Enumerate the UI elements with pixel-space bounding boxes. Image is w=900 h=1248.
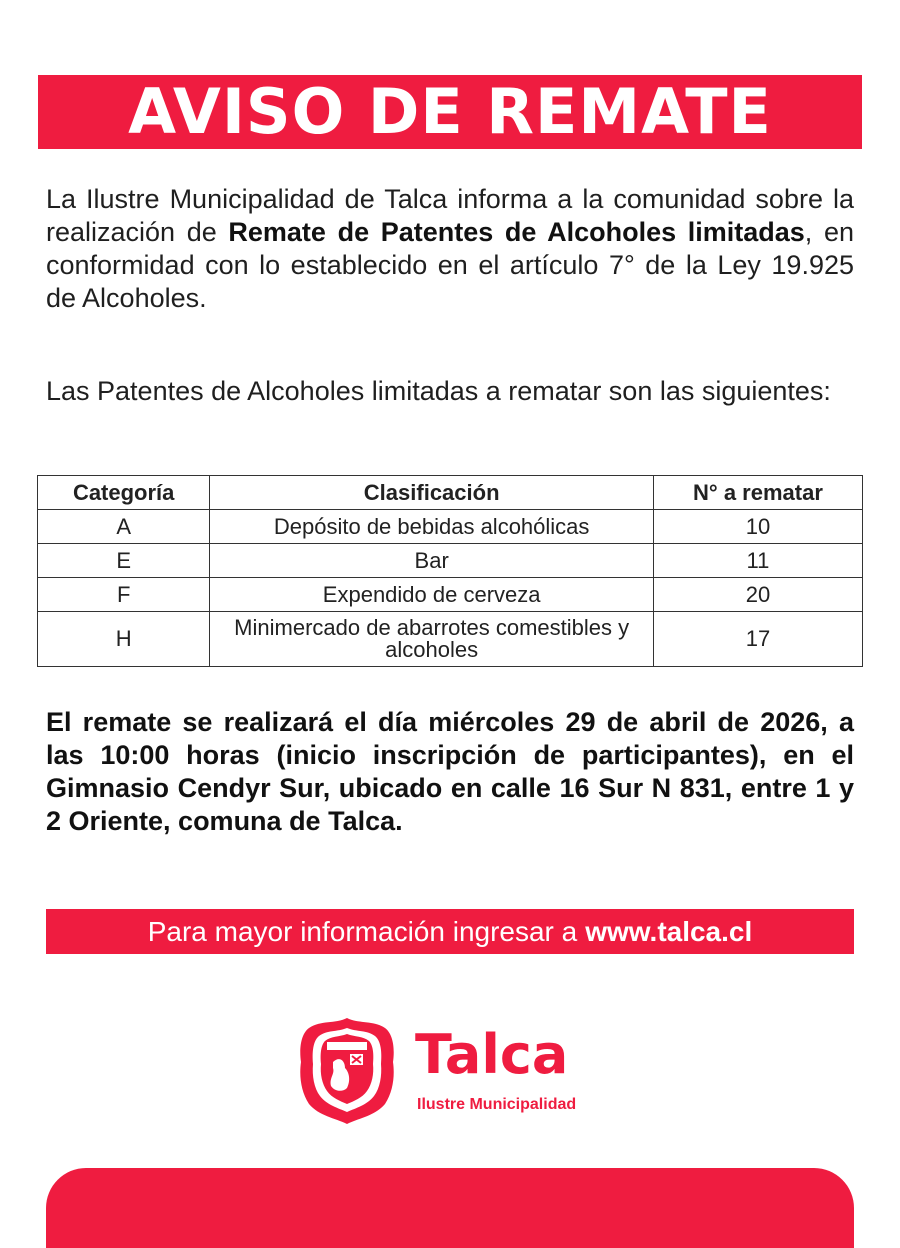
cell-cantidad: 20 [653, 578, 862, 612]
title-banner [38, 75, 862, 149]
cell-cantidad: 10 [653, 510, 862, 544]
list-intro-paragraph: Las Patentes de Alcoholes limitadas a rematar son las siguientes: [46, 376, 831, 406]
cell-categoria: H [38, 612, 210, 667]
table-row [38, 578, 863, 612]
header-clasificacion: Clasificación [210, 476, 654, 510]
header-categoria: Categoría [38, 476, 210, 510]
table-header-row [38, 476, 863, 510]
cell-cantidad: 17 [653, 612, 862, 667]
table-row [38, 612, 863, 667]
patentes-table [37, 475, 863, 667]
cell-cantidad: 11 [653, 544, 862, 578]
cell-categoria: E [38, 544, 210, 578]
intro-text-end: , en conformidad con lo establecido en el artículo 7° de la Ley 19.925 de Alcoholes. [46, 217, 854, 313]
talca-coat-of-arms-icon [295, 1014, 399, 1126]
header-cantidad: N° a rematar [653, 476, 862, 510]
intro-text-start: La Ilustre Municipalidad de Talca informa a la comunidad sobre la realización de [46, 184, 854, 247]
cell-clasificacion: Depósito de bebidas alcohólicas [210, 510, 654, 544]
municipality-logo [295, 1014, 615, 1126]
cell-clasificacion: Expendido de cerveza [210, 578, 654, 612]
cell-clasificacion: Minimercado de abarrotes comestibles y alcoholes [210, 612, 654, 667]
table-row [38, 510, 863, 544]
cell-categoria: A [38, 510, 210, 544]
logo-subtitle: Ilustre Municipalidad [417, 1096, 577, 1113]
page-title: AVISO DE REMATE [128, 75, 772, 148]
info-text: Para mayor información ingresar a [147, 915, 578, 947]
info-banner [46, 909, 854, 954]
cell-categoria: F [38, 578, 210, 612]
footer-band [46, 1168, 854, 1248]
intro-text-bold: Remate de Patentes de Alcoholes limitadas [228, 217, 805, 247]
logo-name: Talca [415, 1023, 569, 1086]
intro-paragraph [46, 183, 854, 315]
cell-clasificacion: Bar [210, 544, 654, 578]
table-row [38, 544, 863, 578]
event-paragraph: El remate se realizará el día miércoles 29 de abril de 2026, a las 10:00 horas (inicio inscripción de participantes), en el Gimnasio Cendyr Sur, ubicado en calle 16 Sur N 831, entre 1 y 2 Oriente, comuna de Talca. [46, 707, 854, 836]
website-link[interactable]: www.talca.cl [585, 915, 753, 947]
